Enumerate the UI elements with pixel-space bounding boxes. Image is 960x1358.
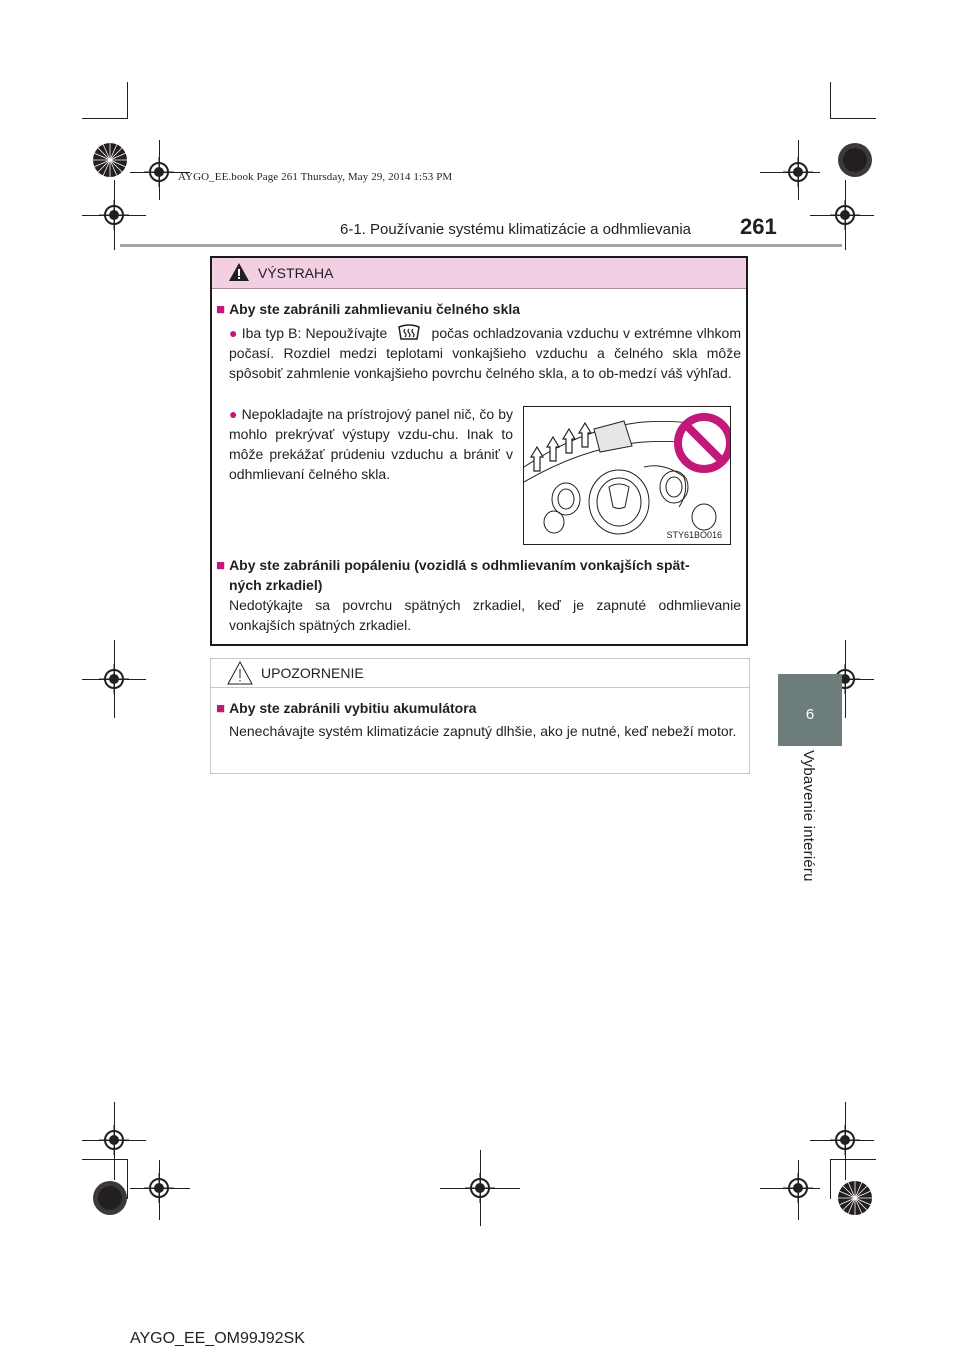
warning-section-2-body: Nedotýkajte sa povrchu spätných zrkadiel, keď je zapnuté odhmlievanie vonkajších spätných zrkadiel. (229, 597, 741, 633)
warning-section-title (216, 301, 520, 318)
windshield-defogger-icon (397, 322, 421, 342)
chapter-section-title: 6-1. Používanie systému klimatizácie a odhmlievania (340, 221, 691, 238)
section-2-title-line-2: ných zrkadiel) (229, 577, 323, 593)
starburst-mark-icon (837, 142, 873, 178)
registration-target-icon (783, 1173, 813, 1203)
crop-line (830, 118, 876, 119)
section-2-title-line-1: Aby ste zabránili popáleniu (vozidlá s odhmlievaním vonkajších spät- (229, 557, 690, 573)
crop-line (830, 1159, 876, 1160)
crop-line (830, 82, 831, 118)
dashboard-vents-image (524, 407, 730, 544)
square-bullet-icon: ■ (216, 301, 226, 318)
square-bullet-icon: ■ (216, 557, 226, 574)
bullet-1-text-b: počas ochladzovania vzduchu v extrémne (431, 325, 693, 341)
registration-target-icon (144, 157, 174, 187)
caution-section-body: Nenechávajte systém klimatizácie zapnutý dlhšie, ako je nutné, keď nebeží motor. (229, 723, 737, 739)
chapter-tab-label: Vybavenie interiéru (800, 750, 817, 882)
warning-section-title-text: Aby ste zabránili zahmlievaniu čelného skla (229, 301, 521, 317)
chapter-tab-number: 6 (805, 706, 815, 723)
document-code: AYGO_EE_OM99J92SK (130, 1330, 305, 1347)
registration-target-icon (144, 1173, 174, 1203)
crop-line (82, 118, 128, 119)
registration-target-icon (99, 200, 129, 230)
round-bullet-icon: ● (229, 325, 238, 341)
registration-target-icon (783, 157, 813, 187)
caution-section-title-text: Aby ste zabránili vybitiu akumulátora (229, 700, 477, 716)
header-rule (120, 244, 842, 247)
caution-header (211, 659, 749, 688)
book-stamp: AYGO_EE.book Page 261 Thursday, May 29, 2014 1:53 PM (178, 171, 453, 183)
warning-heading: VÝSTRAHA (258, 265, 334, 281)
prohibition-icon (678, 417, 730, 469)
bullet-2-text: Nepokladajte na prístrojový panel nič, čo by mohlo prekrývať výstupy vzdu-chu. Inak to môže prekážať prúdeniu vzduchu a brániť v odhmlievaní čelného skla. (229, 406, 513, 482)
warning-bullet-2 (229, 404, 513, 484)
starburst-mark-icon (837, 1180, 873, 1216)
crop-line (82, 1159, 128, 1160)
square-bullet-icon: ■ (216, 700, 226, 717)
bullet-1-text-c: vlhkom počasí. Rozdiel medzi teplotami vonkajšieho vzduchu a čelného skla môže spôsobiť zahmlenie vonkajšieho povrchu čelného skla, a to ob-medzí váš výhľad. (229, 325, 742, 381)
warning-header (212, 258, 746, 289)
warning-section-2-title (216, 557, 742, 593)
starburst-mark-icon (92, 1180, 128, 1216)
dashboard-illustration (523, 406, 731, 545)
caution-section-title (216, 700, 476, 717)
caution-triangle-icon (227, 661, 253, 685)
warning-triangle-icon (228, 262, 250, 282)
caution-heading: UPOZORNENIE (261, 665, 364, 681)
registration-target-icon (465, 1173, 495, 1203)
registration-target-icon (830, 200, 860, 230)
page-number: 261 (740, 214, 777, 239)
crop-line (830, 1159, 831, 1199)
illustration-code: STY61BO016 (666, 530, 722, 540)
crop-line (127, 82, 128, 118)
bullet-1-text-a: Iba typ B: Nepoužívajte (241, 325, 388, 341)
registration-target-icon (99, 1125, 129, 1155)
warning-bullet-1 (229, 322, 741, 383)
registration-target-icon (99, 664, 129, 694)
registration-target-icon (830, 1125, 860, 1155)
round-bullet-icon: ● (229, 406, 238, 422)
starburst-mark-icon (92, 142, 128, 178)
